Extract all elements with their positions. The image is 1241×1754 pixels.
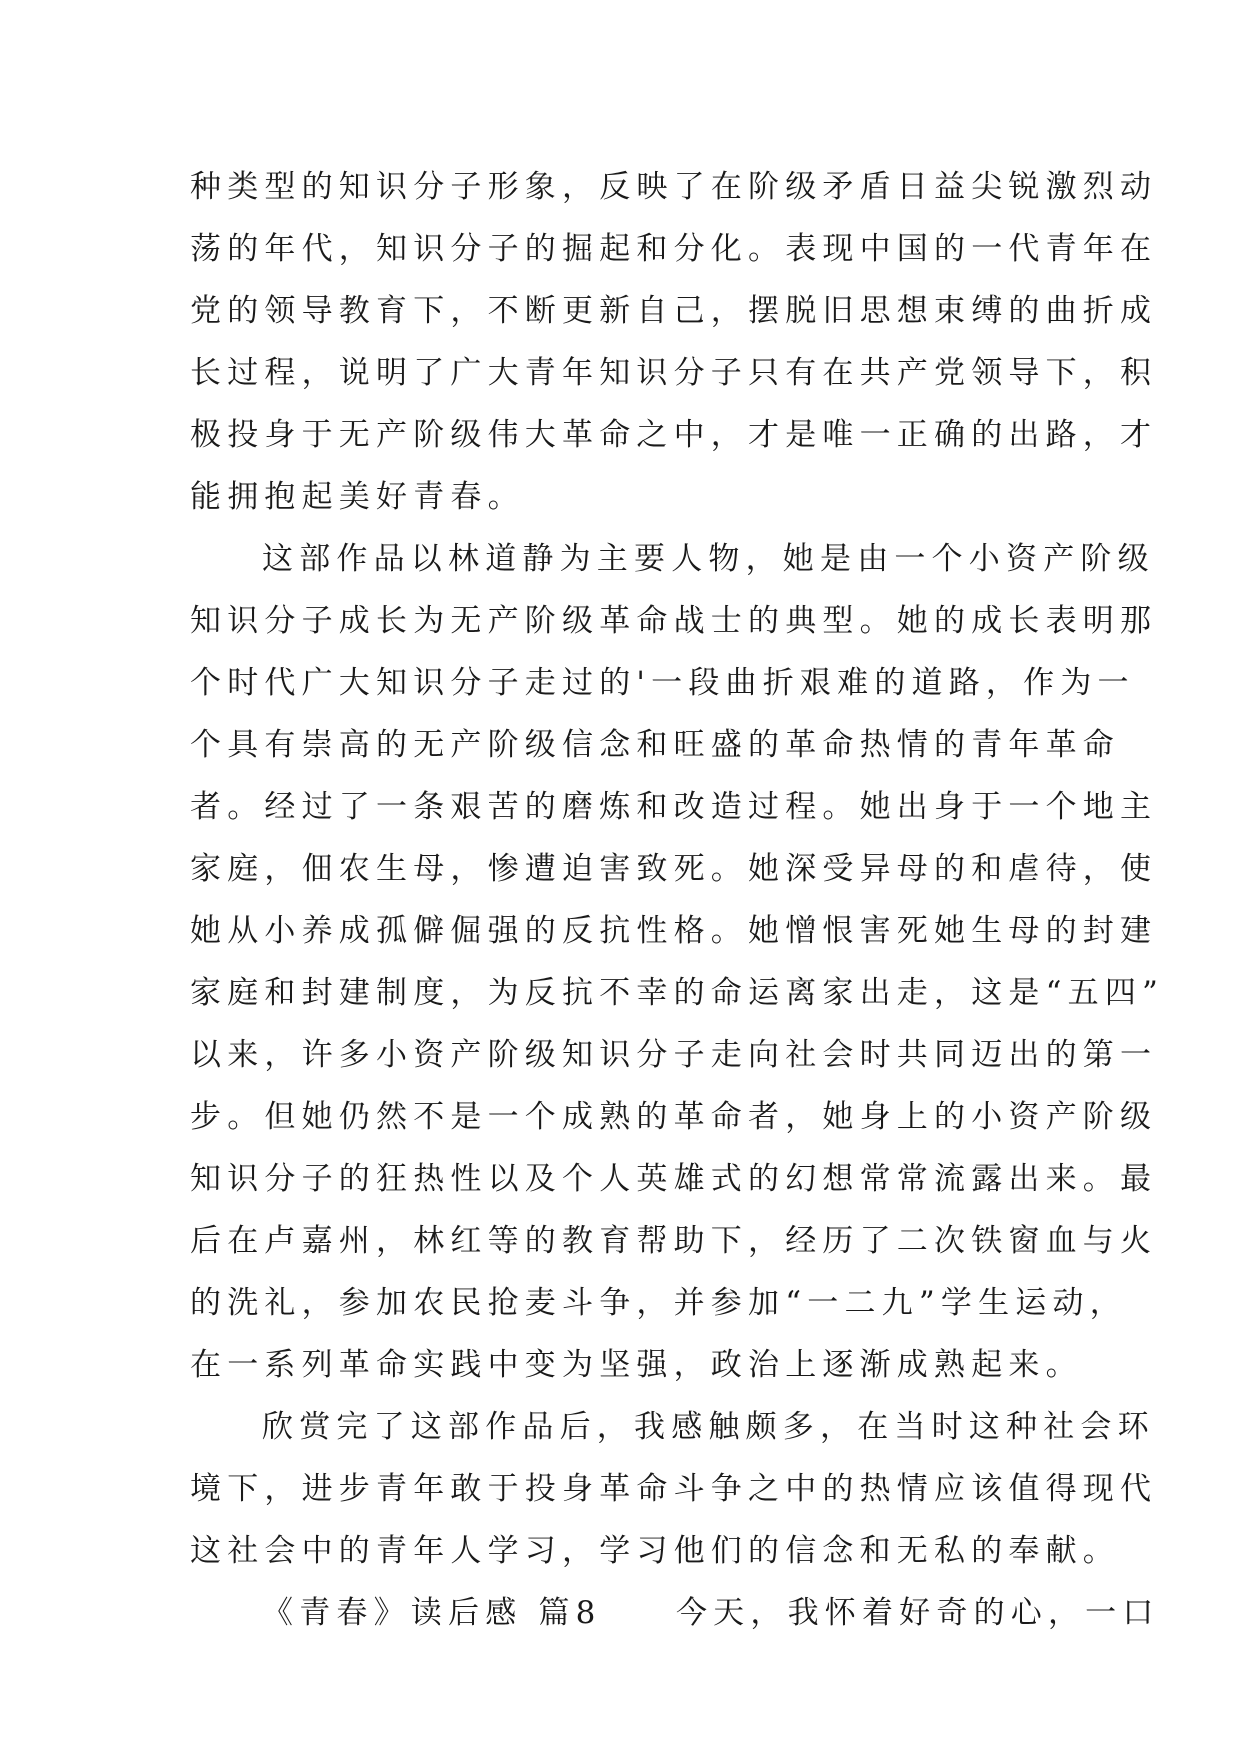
text-line: 知识分子成长为无产阶级革命战士的典型。她的成长表明那 [190,603,1158,639]
text-line: 的洗礼，参加农民抢麦斗争，并参加“一二九”学生运动， [190,1285,1127,1321]
text-line: 家庭，佃农生母，惨遭迫害致死。她深受异母的和虐待，使 [190,851,1158,887]
text-line: 个具有崇高的无产阶级信念和旺盛的革命热情的青年革命 [190,727,1120,763]
text-line: 长过程，说明了广大青年知识分子只有在共产党领导下，积 [190,355,1158,391]
body-text [190,156,1165,1644]
text-line: 后在卢嘉州，林红等的教育帮助下，经历了二次铁窗血与火 [190,1223,1158,1259]
text-line: 知识分子的狂热性以及个人英雄式的幻想常常流露出来。最 [190,1161,1158,1197]
text-line: 种类型的知识分子形象，反映了在阶级矛盾日益尖锐激烈动 [190,169,1158,205]
text-line: 以来，许多小资产阶级知识分子走向社会时共同迈出的第一 [190,1037,1158,1073]
text-line: 境下，进步青年敢于投身革命斗争之中的热情应该值得现代 [190,1471,1158,1507]
text-line: 能拥抱起美好青春。 [190,479,525,515]
text-line: 这部作品以林道静为主要人物，她是由一个小资产阶级 [262,541,1155,577]
text-line: 这社会中的青年人学习，学习他们的信念和无私的奉献。 [190,1533,1120,1569]
text-line: 家庭和封建制度，为反抗不幸的命运离家出走，这是“五四” [190,975,1165,1011]
text-line: 党的领导教育下，不断更新自己，摆脱旧思想束缚的曲折成 [190,293,1158,329]
text-line: 者。经过了一条艰苦的磨炼和改造过程。她出身于一个地主 [190,789,1158,825]
text-line: 荡的年代，知识分子的掘起和分化。表现中国的一代青年在 [190,231,1158,267]
text-line: 在一系列革命实践中变为坚强，政治上逐渐成熟起来。 [190,1347,1083,1383]
text-line: 极投身于无产阶级伟大革命之中，才是唯一正确的出路，才 [190,417,1158,453]
text-line: 她从小养成孤僻倔强的反抗性格。她憎恨害死她生母的封建 [190,913,1158,949]
text-line: 欣赏完了这部作品后，我感触颇多，在当时这种社会环 [262,1409,1155,1445]
text-line: 步。但她仍然不是一个成熟的革命者，她身上的小资产阶级 [190,1099,1158,1135]
text-line: 个时代广大知识分子走过的'一段曲折艰难的道路，作为一 [190,665,1135,701]
text-line: 《青春》读后感 篇8 今天，我怀着好奇的心，一口 [262,1595,1160,1631]
